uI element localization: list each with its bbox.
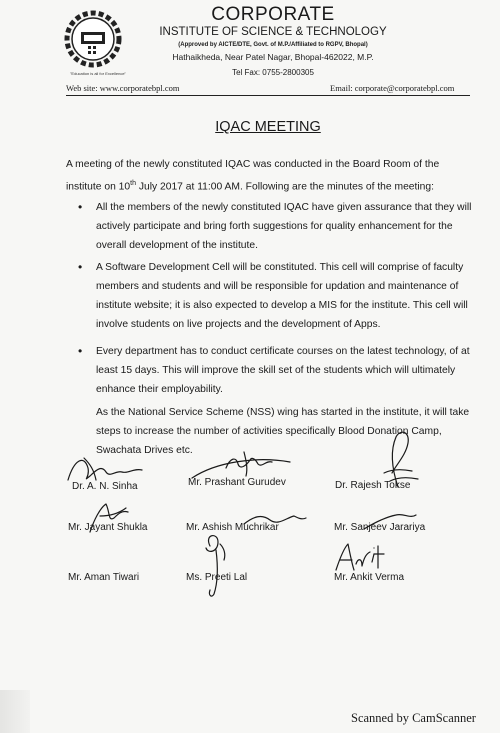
signatory-name: Mr. Sanjeev Jarariya (334, 522, 426, 533)
signatory-name: Dr. A. N. Sinha (72, 481, 138, 492)
document-title: IQAC MEETING (215, 119, 321, 135)
signatory-name: Mr. Ankit Verma (334, 572, 405, 583)
minutes-line: institute website; it is also expected to develop a MIS for the institute. This cell will (96, 300, 468, 311)
signatory-name: Dr. Rajesh Tokse (335, 480, 411, 491)
minutes-list (66, 198, 470, 402)
scanner-watermark: Scanned by CamScanner (351, 711, 476, 725)
minutes-line: least 15 days. This will improve the skill set of the students which will ultimately (96, 365, 456, 376)
intro-paragraph (66, 155, 470, 196)
intro-line: A meeting of the newly constituted IQAC was conducted in the Board Room of the (66, 159, 440, 170)
signatory-name: Mr. Ashish Muchrikar (186, 522, 279, 533)
logo-tagline: "Education is all for Excellence" (70, 71, 126, 76)
approval-line: (Approved by AICTE/DTE, Govt. of M.P./Affiliated to RGPV, Bhopal) (178, 42, 368, 48)
website-line: Web site: www.corporatebpl.com (66, 83, 180, 93)
nss-line: steps to increase the number of activities specifically Blood Donation Camp, (96, 426, 442, 437)
signatory-name: Mr. Aman Tiwari (68, 572, 140, 583)
nss-line: Swachata Drives etc. (96, 445, 193, 456)
letterhead-divider (66, 95, 470, 96)
signatory-name: Mr. Jayant Shukla (68, 522, 148, 533)
minutes-line: enhance their employability. (96, 384, 223, 395)
institute-subtitle: INSTITUTE OF SCIENCE & TECHNOLOGY (159, 26, 387, 38)
institute-name: CORPORATE (211, 4, 335, 25)
signature-mark-lal (196, 530, 236, 602)
telfax-line: Tel Fax: 0755-2800305 (232, 68, 314, 77)
email-line: Email: corporate@corporatebpl.com (330, 83, 455, 93)
minutes-line: involve students on live projects and the development of Apps. (96, 319, 381, 330)
signatory-name: Mr. Prashant Gurudev (188, 477, 286, 488)
intro-line: institute on 10th July 2017 at 11:00 AM. Following are the minutes of the meeting: (66, 180, 434, 193)
minutes-line: overall development of the institute. (96, 240, 258, 251)
signatory-name: Ms. Preeti Lal (186, 572, 248, 583)
date-ordinal-suffix: th (130, 180, 136, 187)
minutes-line: actively participate and bring forth suggestions for quality enhancement for the (96, 221, 453, 232)
minutes-item (66, 198, 470, 255)
minutes-item (66, 258, 470, 334)
scan-edge-shadow (0, 690, 30, 733)
address-line: Hathaikheda, Near Patel Nagar, Bhopal-462022, M.P. (172, 52, 374, 62)
minutes-line: • Every department has to conduct certificate courses on the latest technology, of at (96, 346, 470, 357)
minutes-line: • A Software Development Cell will be constituted. This cell will comprise of faculty (96, 262, 464, 273)
nss-line: As the National Service Scheme (NSS) wing has started in the institute, it will take (96, 407, 470, 418)
minutes-line: • All the members of the newly constituted IQAC have given assurance that they will (96, 202, 472, 213)
minutes-item (66, 342, 470, 399)
institute-logo (62, 8, 124, 70)
minutes-line: members and students and will be responsible for updation and maintenance of (96, 281, 459, 292)
